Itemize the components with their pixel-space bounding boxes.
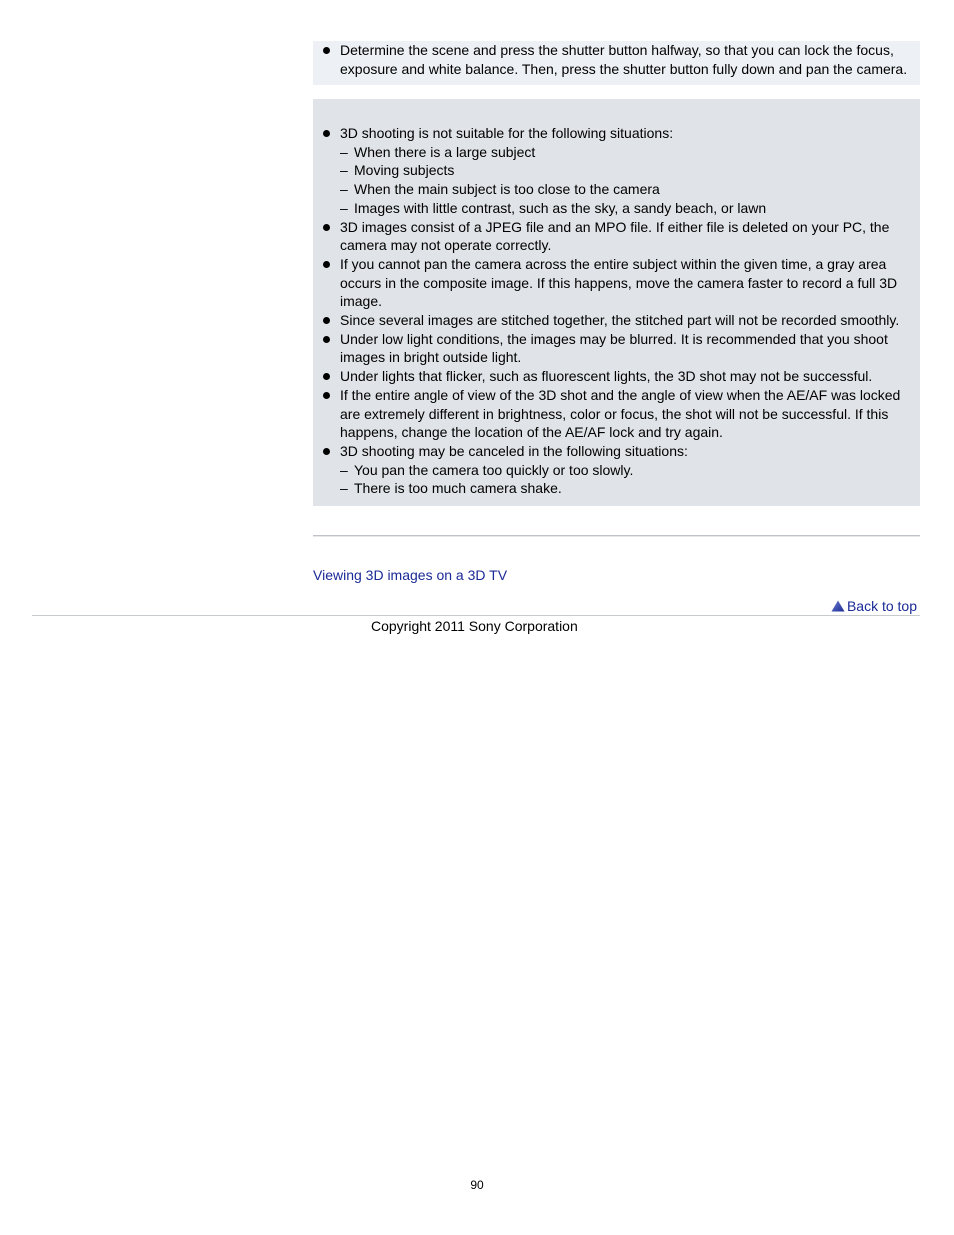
section-divider — [313, 535, 920, 537]
bullet-icon — [323, 448, 330, 455]
note-item — [313, 367, 920, 386]
note-item — [313, 311, 920, 330]
dash-icon: – — [340, 162, 348, 179]
note-item — [313, 255, 920, 311]
note-item-text: If you cannot pan the camera across the entire subject within the given time, a gray area occurs in the composite image. If this happens, move the camera faster to record a full 3D image. — [340, 255, 898, 310]
back-to-top-label: Back to top — [846, 598, 917, 614]
note-sub-item — [340, 199, 920, 218]
note-item — [313, 442, 920, 498]
note-sub-item — [340, 180, 920, 199]
bullet-icon — [323, 130, 330, 137]
copyright-text: Copyright 2011 Sony Corporation — [371, 618, 578, 634]
note-sub-item-text: You pan the camera too quickly or too slowly. — [354, 461, 634, 478]
note-item — [313, 218, 920, 255]
note-item-text: 3D shooting is not suitable for the following situations: — [340, 125, 674, 141]
tip-item — [313, 41, 920, 78]
note-item-text: Since several images are stitched together, the stitched part will not be recorded smoothly. — [340, 312, 900, 329]
note-item — [313, 386, 920, 442]
note-item — [313, 330, 920, 367]
dash-icon: – — [340, 480, 348, 497]
note-item-text: Under lights that flicker, such as fluorescent lights, the 3D shot may not be successful. — [340, 368, 873, 385]
note-sub-item-text: When the main subject is too close to the camera — [354, 181, 660, 198]
back-to-top-link[interactable] — [831, 597, 917, 615]
footer-divider — [32, 615, 920, 616]
note-item-text: Under low light conditions, the images may be blurred. It is recommended that you shoot images in bright outside light. — [340, 330, 888, 366]
note-sub-item — [340, 479, 920, 498]
bullet-icon — [323, 47, 330, 54]
bullet-icon — [323, 224, 330, 231]
related-topic-link[interactable]: Viewing 3D images on a 3D TV — [313, 567, 508, 583]
note-sub-list — [340, 143, 920, 218]
note-sub-list — [340, 461, 920, 498]
triangle-up-icon — [831, 600, 845, 612]
bullet-icon — [323, 373, 330, 380]
dash-icon: – — [340, 143, 348, 160]
note-sub-item — [340, 143, 920, 162]
note-item-text: If the entire angle of view of the 3D shot and the angle of view when the AE/AF was locked are extremely different in brightness, color or focus, the shot will not be successful. If this happens, change the location of the AE/AF lock and try again. — [340, 386, 901, 441]
page-number: 90 — [470, 1178, 484, 1192]
bullet-icon — [323, 317, 330, 324]
note-item-text: 3D shooting may be canceled in the following situations: — [340, 442, 688, 459]
note-sub-item — [340, 461, 920, 480]
note-sub-item — [340, 161, 920, 180]
tip-list — [313, 41, 920, 78]
note-sub-item-text: There is too much camera shake. — [354, 480, 562, 497]
bullet-icon — [323, 261, 330, 268]
dash-icon: – — [340, 461, 348, 478]
dash-icon: – — [340, 199, 348, 216]
dash-icon: – — [340, 181, 348, 198]
bullet-icon — [323, 336, 330, 343]
tip-box — [313, 41, 920, 85]
tip-item-text: Determine the scene and press the shutter button halfway, so that you can lock the focus, exposure and white balance. Then, press the shutter button fully down and pan the camera. — [340, 42, 908, 77]
note-sub-item-text: Moving subjects — [354, 162, 455, 179]
note-sub-item-text: Images with little contrast, such as the sky, a sandy beach, or lawn — [354, 199, 767, 216]
note-sub-item-text: When there is a large subject — [354, 143, 536, 160]
note-list — [313, 124, 920, 498]
note-item-text: 3D images consist of a JPEG file and an MPO file. If either file is deleted on your PC, the camera may not operate correctly. — [340, 218, 890, 254]
note-box — [313, 99, 920, 506]
bullet-icon — [323, 392, 330, 399]
note-item — [313, 124, 920, 218]
